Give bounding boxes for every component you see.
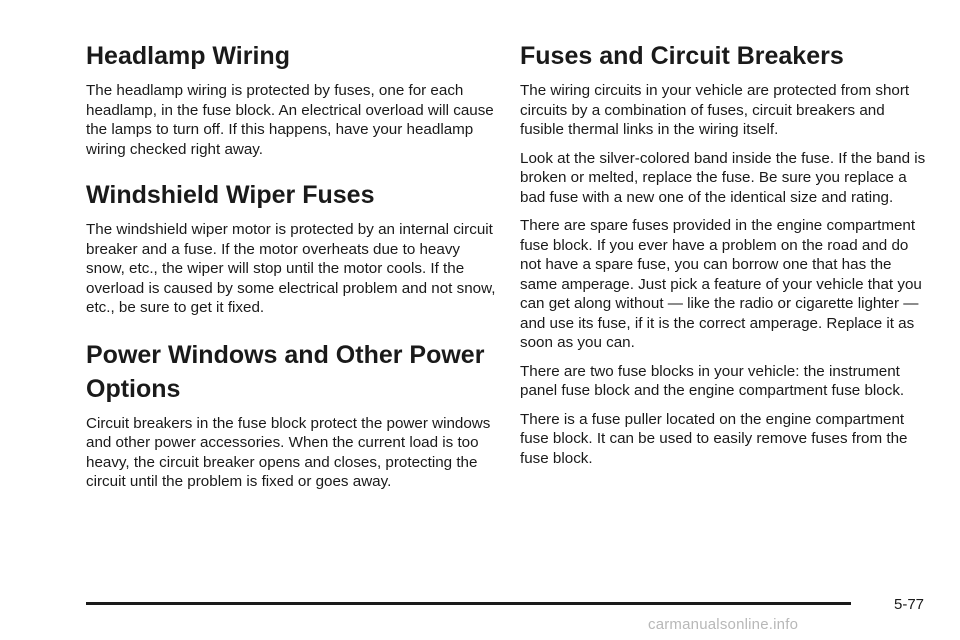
heading-power-windows: Power Windows and Other Power Options: [86, 340, 485, 403]
paragraph: There are spare fuses provided in the engine compartment fuse block. If you ever have a problem on the road and do not have a spare fuse, you can borrow one that has the same amperage. Just pick a feature of your vehicle that you can get along without — like the radio or cigarette lighter — and use its fuse, if it is the correct amperage. Replace it as soon as you can.: [520, 217, 922, 351]
paragraph: Look at the silver-colored band inside the fuse. If the band is broken or melted, replace the fuse. Be sure you replace a bad fuse with a new one of the identical size and rating.: [520, 149, 926, 206]
page-number: 5-77: [894, 596, 925, 613]
paragraph: Circuit breakers in the fuse block protect the power windows and other power accessories. When the current load is too heavy, the circuit breaker opens and closes, protecting the circuit until the problem is fixed or goes away.: [86, 414, 491, 490]
left-column: [86, 40, 496, 501]
watermark: carmanualsonline.info: [648, 616, 799, 633]
paragraph: The windshield wiper motor is protected by an internal circuit breaker and a fuse. If the motor overheats due to heavy snow, etc., the wiper will stop until the motor cools. If the overload is caused by some electrical problem and not snow, etc., be sure to get it fixed.: [86, 221, 496, 316]
heading-fuses-circuit-breakers: Fuses and Circuit Breakers: [520, 42, 844, 70]
heading-windshield-wiper-fuses: Windshield Wiper Fuses: [86, 181, 375, 209]
paragraph: There are two fuse blocks in your vehicle: the instrument panel fuse block and the engine compartment fuse block.: [520, 362, 905, 399]
right-column: [520, 40, 930, 477]
paragraph: The wiring circuits in your vehicle are protected from short circuits by a combination of fuses, circuit breakers and fusible thermal links in the wiring itself.: [520, 82, 910, 138]
paragraph: The headlamp wiring is protected by fuses, one for each headlamp, in the fuse block. An electrical overload will cause the lamps to turn off. If this happens, have your headlamp wiring checked right away.: [86, 82, 494, 158]
paragraph: There is a fuse puller located on the engine compartment fuse block. It can be used to easily remove fuses from the fuse block.: [520, 410, 908, 467]
heading-headlamp-wiring: Headlamp Wiring: [86, 42, 290, 70]
footer-rule: [86, 602, 851, 605]
